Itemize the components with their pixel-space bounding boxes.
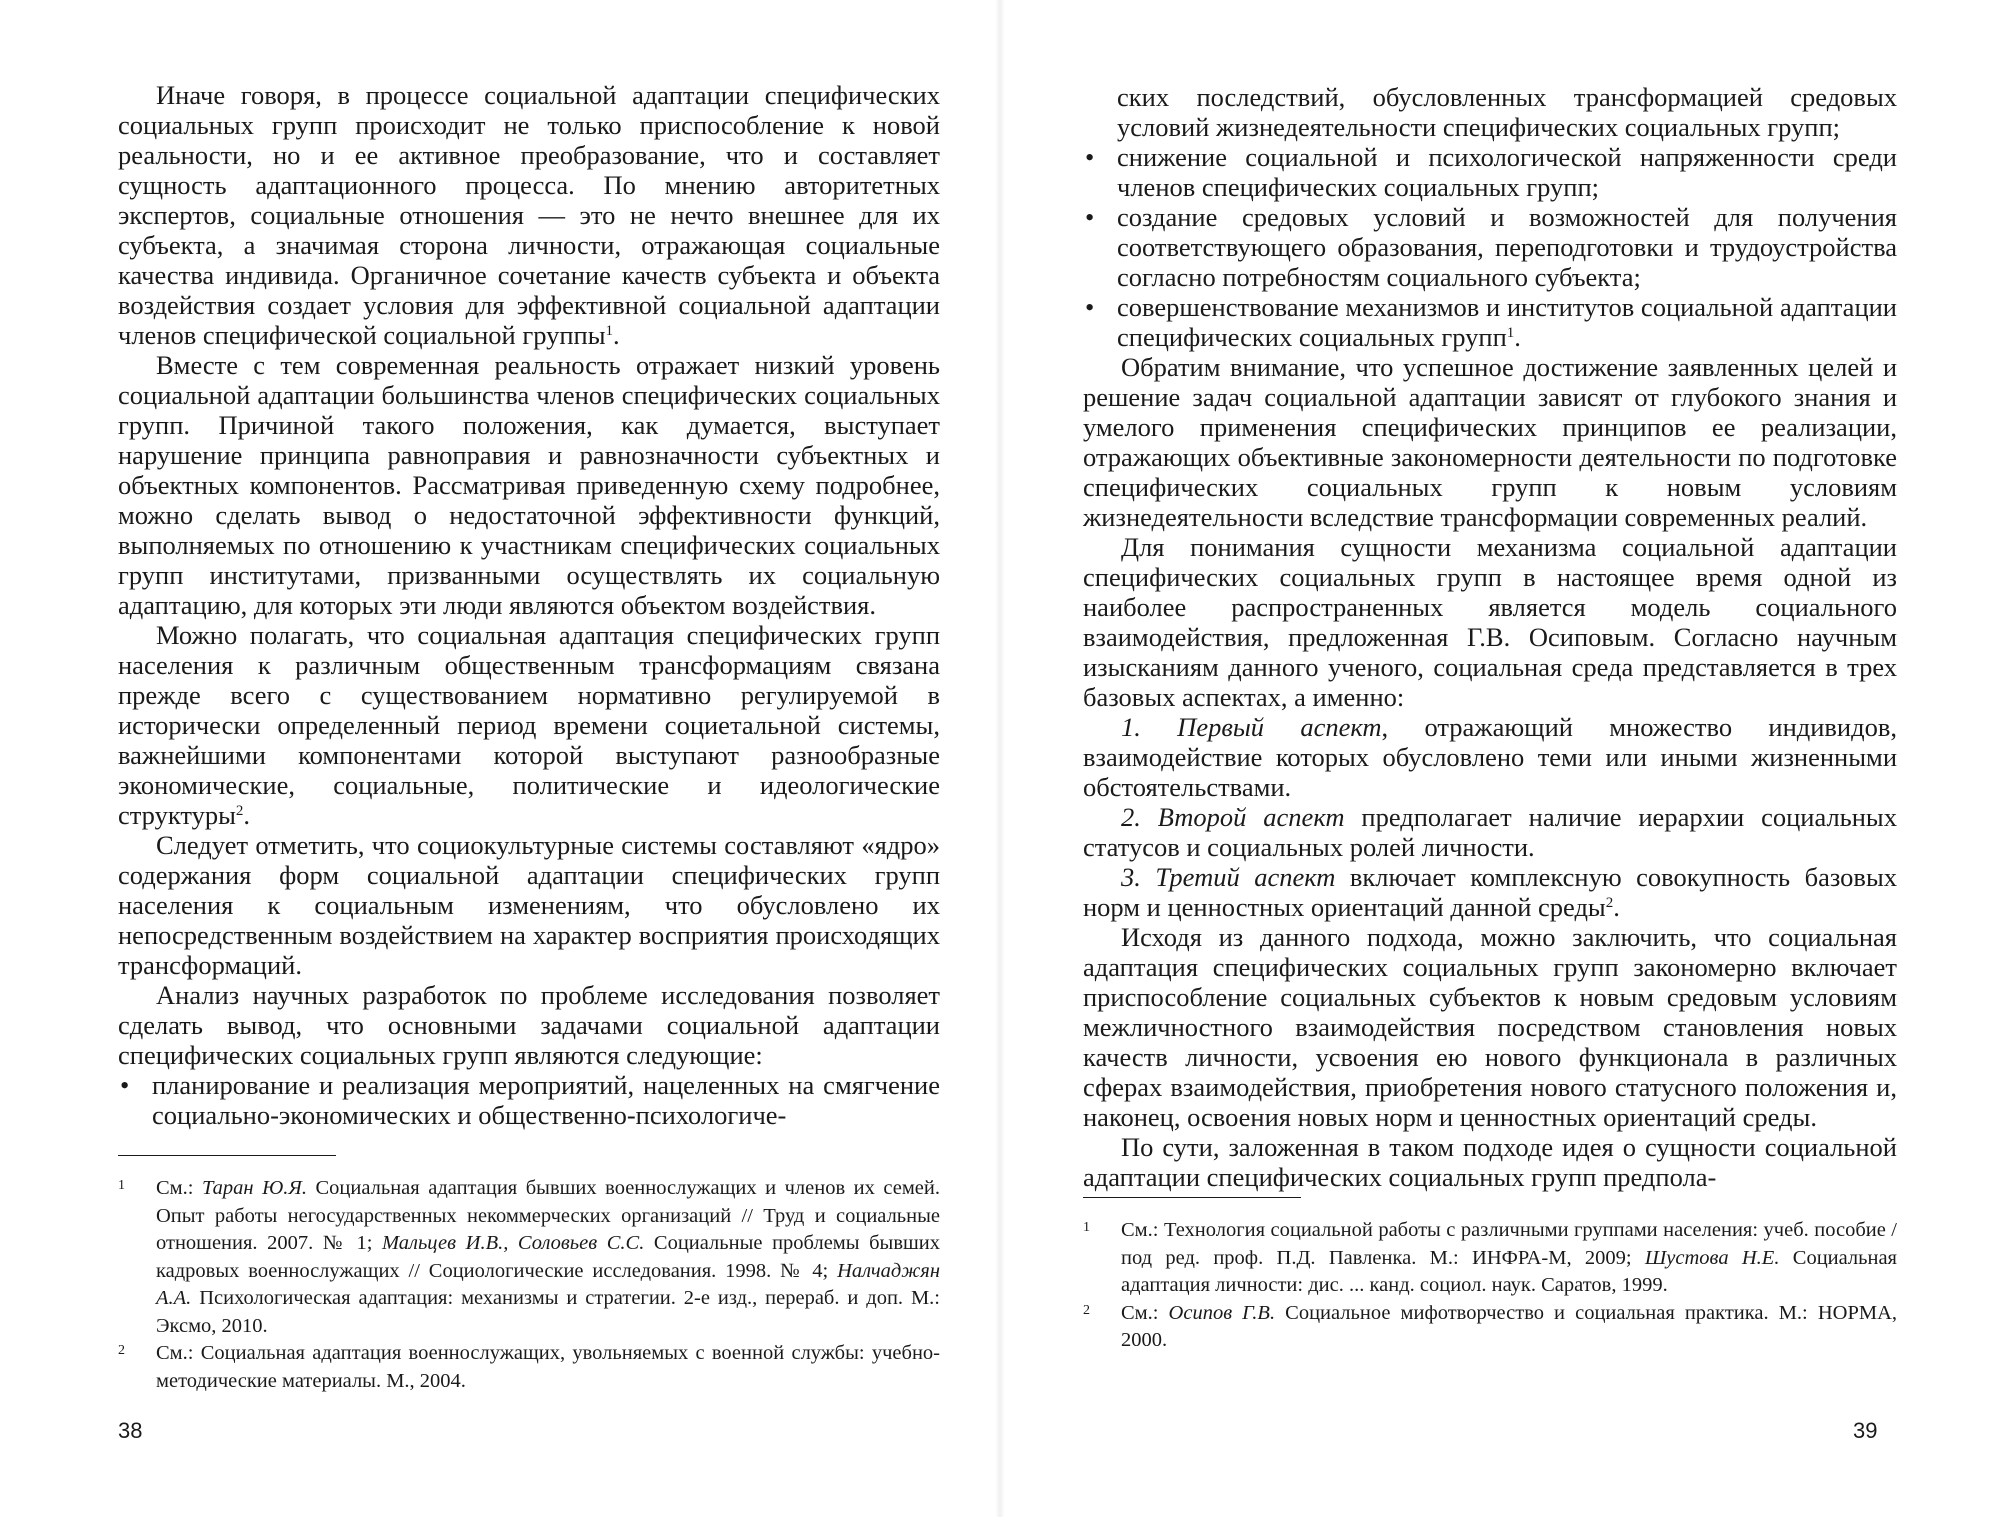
left-paragraph-2: Вместе с тем современная реальность отражает низкий уровень социальной адаптации большинства членов специфических социальных групп. Причиной такого положения, как думается, выступает нарушение принципа равноправия и равнозначности субъектных и объектных компонентов. Рассматривая приведенную схему подробнее, можно сделать вывод о недостаточной эффективности функций, выполняемых по отношению к участникам специфических социальных групп институтами, призванными осуществлять их социальную адаптацию, для которых эти люди являются объектом воздействия. bbox=[118, 350, 940, 620]
left-paragraph-3: Можно полагать, что социальная адаптация специфических групп населения к различным общественным трансформациям связана прежде всего с существованием нормативно регулируемой в исторически определенный период времени социетальной системы, важнейшими компонентами которой выступают разнообразные экономические, социальные, политические и идеологические структуры$^2$. bbox=[118, 620, 940, 830]
left-paragraph-5: Анализ научных разработок по проблеме исследования позволяет сделать вывод, что основными задачами социальной адаптации специфических социальных групп являются следующие: bbox=[118, 980, 940, 1070]
aspect-3: 3. Третий аспект включает комплексную совокупность базовых норм и ценностных ориентаций данной среды$^2$. bbox=[1083, 862, 1897, 922]
footnote-2: 2 См.: Социальная адаптация военнослужащих, увольняемых с военной службы: учебно-методические материалы. М., 2004. bbox=[118, 1342, 940, 1392]
footnote-1: 1 См.: Технология социальной работы с различными группами населения: учеб. пособие / под ред. проф. П.Д. Павленка. М.: ИНФРА-М, 2009; Шустова Н.Е. Социальная адаптация личности: дис. ... канд. социол. наук. Саратов, 1999. bbox=[1083, 1219, 1897, 1296]
left-footnotes bbox=[118, 1175, 940, 1395]
aspect-1: 1. Первый аспект, отражающий множество индивидов, взаимодействие которых обусловлено теми или иными жизненными обстоятельствами. bbox=[1083, 712, 1897, 802]
list-item: • планирование и реализация мероприятий, нацеленных на смягчение социально-экономических и общественно-психологиче- bbox=[118, 1070, 940, 1130]
aspect-2: 2. Второй аспект предполагает наличие иерархии социальных статусов и социальных ролей личности. bbox=[1083, 802, 1897, 862]
footnote-separator bbox=[118, 1155, 336, 1156]
left-paragraph-4: Следует отметить, что социокультурные системы составляют «ядро» содержания форм социальной адаптации специфических групп населения к социальным изменениям, что обусловлено их непосредственным воздействием на характер восприятия происходящих трансформаций. bbox=[118, 830, 940, 980]
right-paragraph-4: По сути, заложенная в таком подходе идея о сущности социальной адаптации специфических социальных групп предпола- bbox=[1083, 1132, 1897, 1192]
right-page bbox=[1000, 0, 2000, 1517]
right-continuation: ских последствий, обусловленных трансформацией средовых условий жизнедеятельности специфических социальных групп; bbox=[1117, 82, 1897, 142]
right-paragraph-2: Для понимания сущности механизма социальной адаптации специфических социальных групп в настоящее время одной из наиболее распространенных является модель социального взаимодействия, предложенная Г.В. Осиповым. Согласно научным изысканиям данного ученого, социальная среда представляется в трех базовых аспектах, а именно: bbox=[1083, 532, 1897, 712]
left-paragraph-1: Иначе говоря, в процессе социальной адаптации специфических социальных групп происходит не только приспособление к новой реальности, но и ее активное преобразование, что и составляет сущность адаптационного процесса. По мнению авторитетных экспертов, социальные отношения — это не нечто внешнее для их субъекта, а значимая сторона личности, отражающая социальные качества индивида. Органичное сочетание качеств субъекта и объекта воздействия создает условия для эффективной социальной адаптации членов специфической социальной группы$^1$. bbox=[118, 80, 940, 350]
footnote-ref[interactable]: 1 bbox=[605, 323, 614, 339]
footnote-separator bbox=[1083, 1197, 1301, 1198]
right-paragraph-3: Исходя из данного подхода, можно заключить, что социальная адаптация специфических социальных групп закономерно включает приспособление социальных субъектов к новым средовым условиям межличностного взаимодействия посредством становления новых качеств личности, усвоения ею нового функционала в различных сферах взаимодействия, приобретения нового статусного положения и, наконец, освоения новых норм и ценностных ориентаций среды. bbox=[1083, 922, 1897, 1132]
right-paragraph-1: Обратим внимание, что успешное достижение заявленных целей и решение задач социальной адаптации зависят от глубокого знания и умелого применения специфических принципов ее реализации, отражающих объективные закономерности деятельности по подготовке специфических социальных групп к новым условиям жизнедеятельности вследствие трансформации современных реалий. bbox=[1083, 352, 1897, 532]
footnote-ref[interactable]: 1 bbox=[1506, 325, 1515, 341]
footnote-ref[interactable]: 2 bbox=[235, 803, 244, 819]
right-bullet-list bbox=[1083, 142, 1897, 352]
right-footnotes bbox=[1083, 1217, 1897, 1355]
footnote-ref[interactable]: 2 bbox=[1605, 895, 1614, 911]
list-item: • создание средовых условий и возможностей для получения соответствующего образования, переподготовки и трудоустройства согласно потребностям социального субъекта; bbox=[1083, 202, 1897, 292]
list-item: • снижение социальной и психологической напряженности среди членов специфических социальных групп; bbox=[1083, 142, 1897, 202]
page-number: 38 bbox=[118, 1418, 143, 1443]
list-item: • совершенствование механизмов и институтов социальной адаптации специфических социальных групп$^1$. bbox=[1083, 292, 1897, 352]
footnote-2: 2 См.: Осипов Г.В. Социальное мифотворчество и социальная практика. М.: НОРМА, 2000. bbox=[1083, 1301, 1897, 1351]
footnote-1: 1 См.: Таран Ю.Я. Социальная адаптация бывших военнослужащих и членов их семей. Опыт работы негосударственных некоммерческих организаций // Труд и социальные отношения. 2007. № 1; Мальцев И.В., Соловьев С.С. Социальные проблемы бывших кадровых военнослужащих // Социологические исследования. 1998. № 4; Налчаджян А.А. Психологическая адаптация: механизмы и стратегии. 2-е изд., перераб. и доп. М.: Эксмо, 2010. bbox=[118, 1177, 941, 1337]
page-number: 39 bbox=[1853, 1418, 1878, 1443]
right-body-text bbox=[1083, 82, 1897, 1192]
left-body-text bbox=[118, 80, 940, 1130]
left-bullet-list bbox=[118, 1070, 940, 1130]
